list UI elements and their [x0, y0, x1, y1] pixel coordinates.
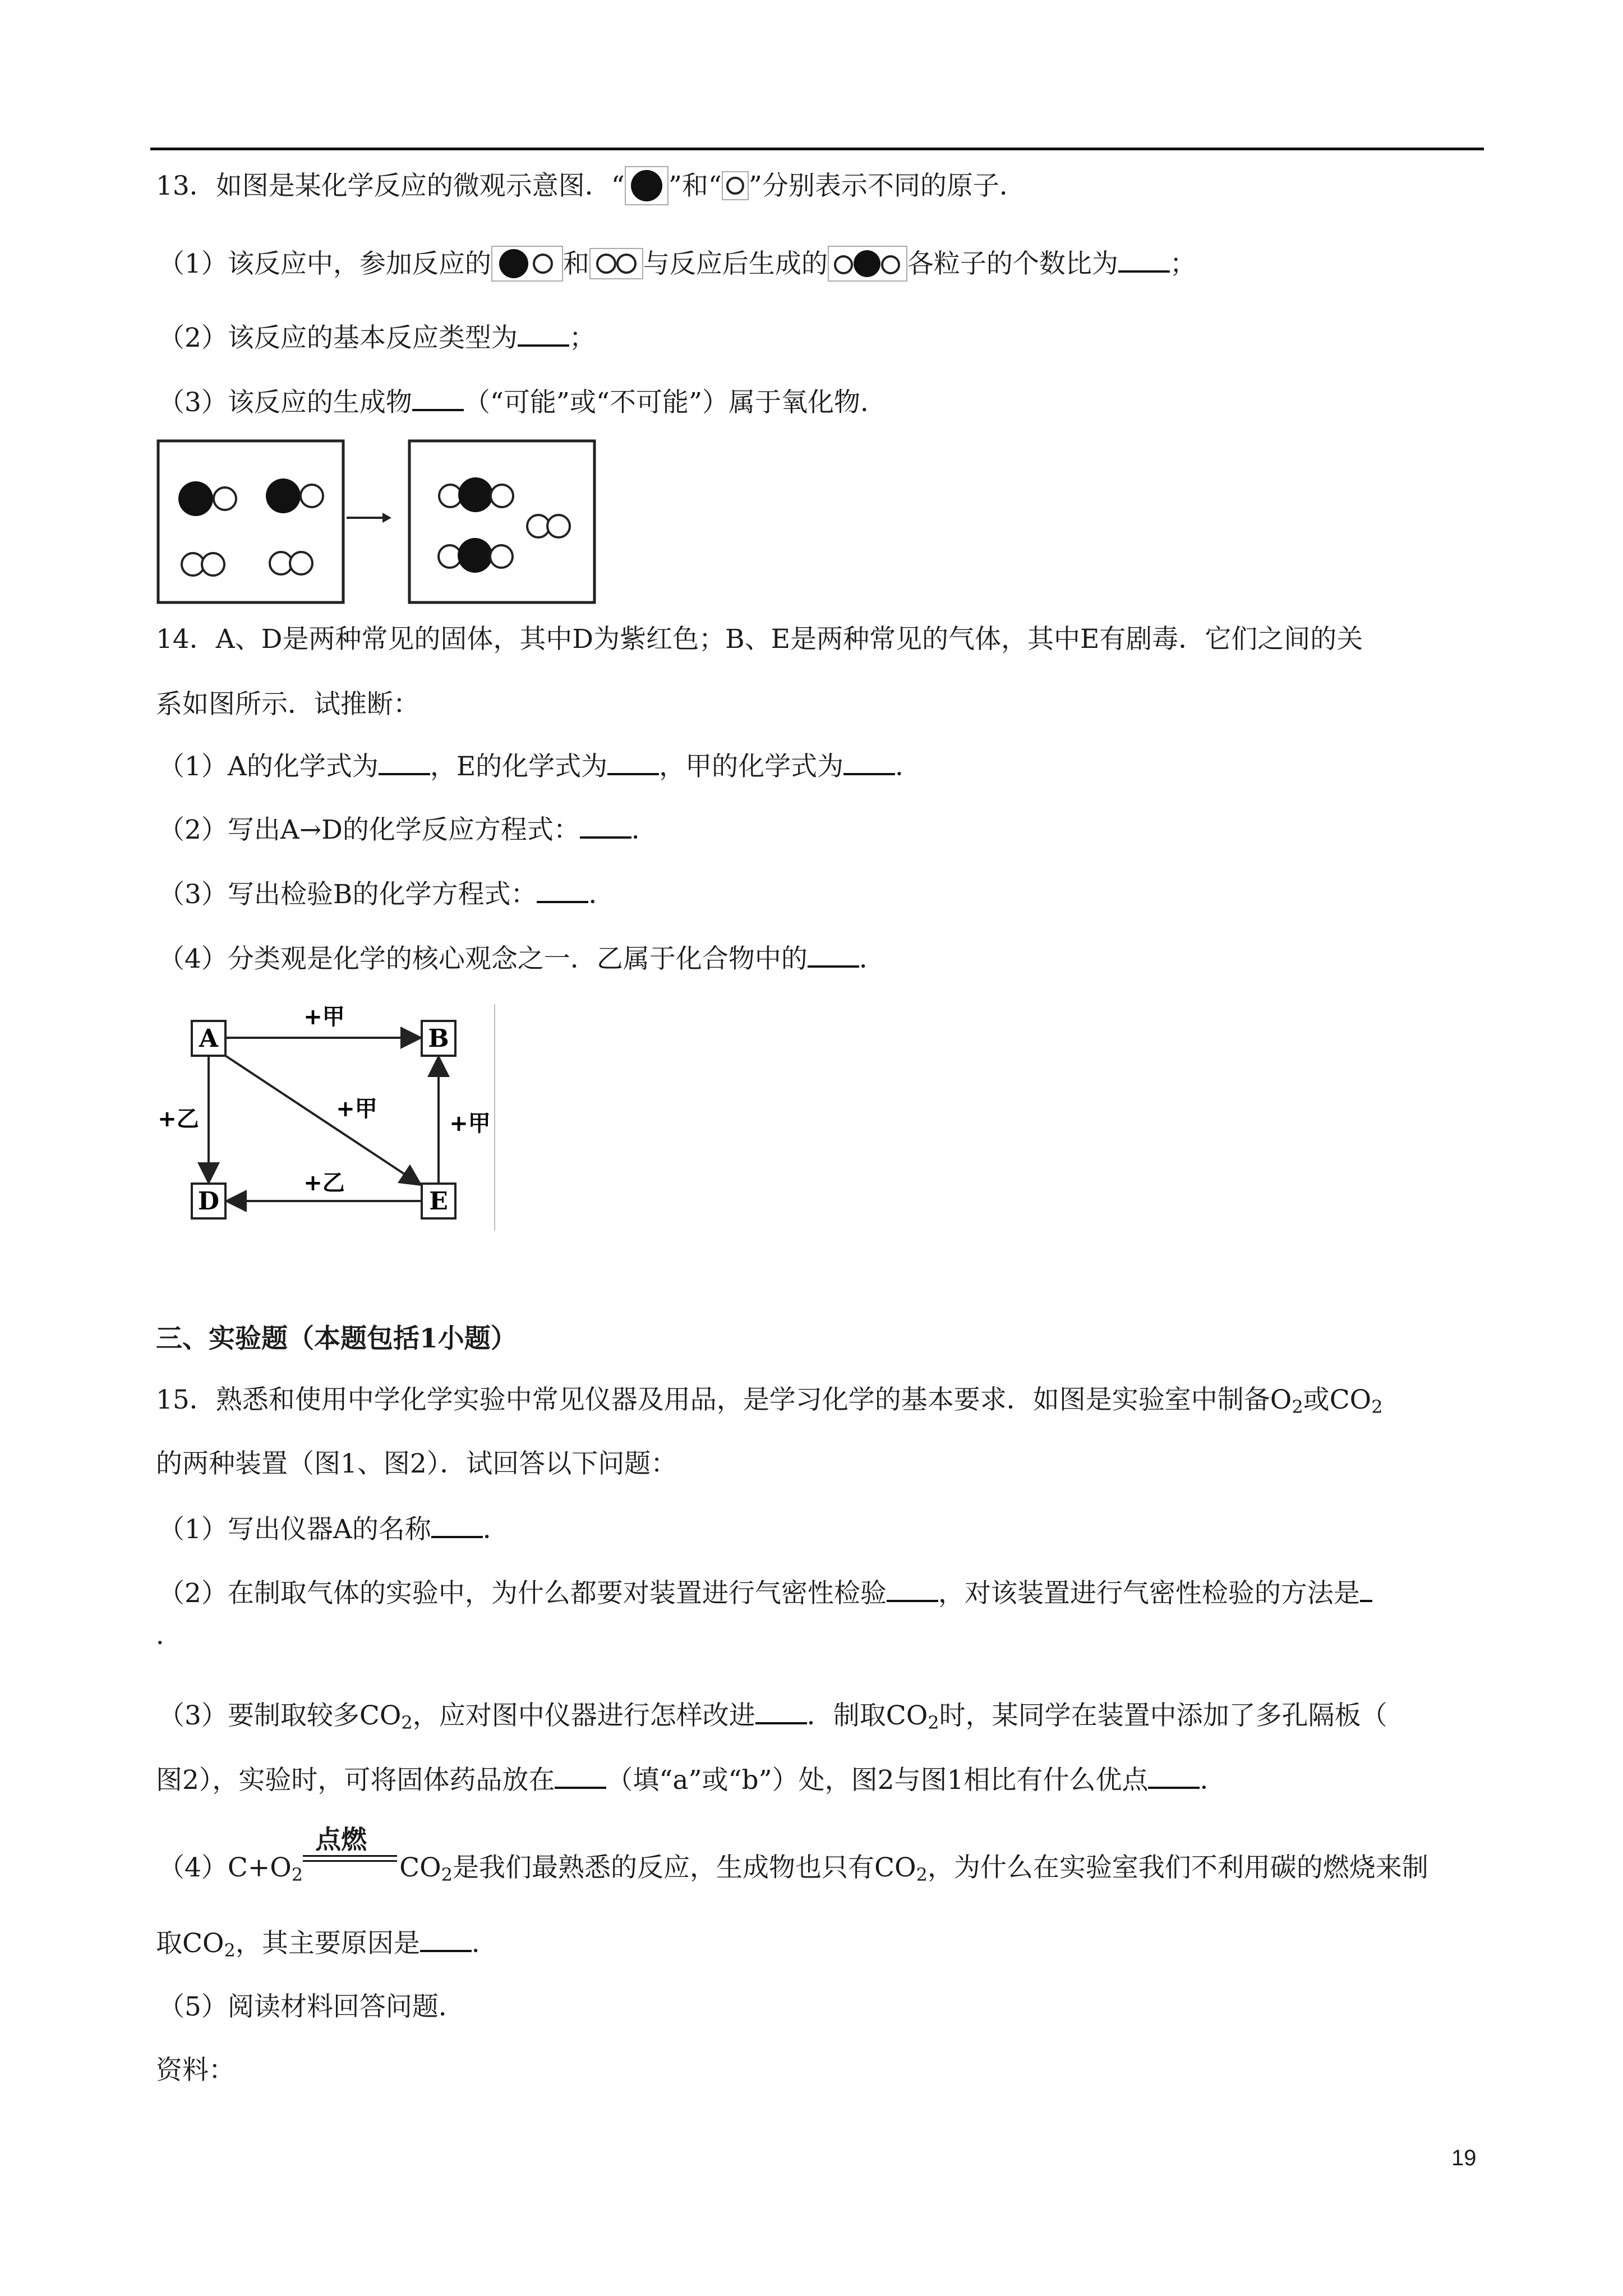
answer-blank[interactable]	[887, 1575, 938, 1602]
q14-intro-line2: 系如图所示．试推断：	[156, 689, 419, 720]
black-atom-icon	[625, 166, 668, 205]
q14-intro-line1: 14．A、D是两种常见的固体，其中D为紫红色；B、E是两种常见的气体，其中E有剧毒．它们之间的关	[156, 624, 1363, 655]
reaction-condition-equals	[303, 1824, 399, 1876]
answer-blank[interactable]	[518, 320, 569, 347]
node-d-label: D	[197, 1187, 220, 1216]
q15-part4-line1: $(4)C+O_2$ 点燃 $CO_2$是我们最熟悉的反应，生成物也只有$CO_2$，为什么在实验室我们不利用碳的燃烧来制	[158, 1843, 1428, 1885]
edge-a-b-label: +甲	[303, 1004, 345, 1030]
answer-blank[interactable]	[420, 1925, 472, 1952]
white-atom	[439, 545, 461, 568]
answer-blank[interactable]	[843, 748, 895, 775]
q15-part2-end: ．	[156, 1620, 182, 1651]
answer-blank[interactable]	[379, 748, 430, 775]
answer-blank[interactable]	[607, 748, 659, 775]
answer-blank[interactable]	[808, 941, 859, 968]
q13-part2: （2）该反应的基本反应类型为 ；	[158, 320, 596, 355]
section-title: 三、实验题（本题包括1小题）	[156, 1323, 517, 1354]
white-atom	[490, 545, 513, 568]
q14-part1: （1）A的化学式为 ，E的化学式为 ，甲的化学式为 ．	[158, 748, 921, 784]
answer-blank[interactable]	[1118, 246, 1170, 273]
q13-part3: （3）该反应的生成物 （“可能”或“不可能”）属于氧化物．	[158, 384, 887, 420]
white-atom	[547, 515, 570, 537]
edge-a-e	[225, 1056, 421, 1185]
edge-e-b-label: +甲	[449, 1111, 491, 1137]
header-rule	[150, 148, 1484, 150]
q15-part4-line2: 取$CO_2$，其主要原因是 ．	[156, 1925, 498, 1961]
q15-part3-line1: （3）要制取较多$CO_2$，应对图中仪器进行怎样改进 ．制取$CO_2$时，某同学在装置中添加了多孔隔板（	[158, 1697, 1387, 1733]
q14-part4: （4）分类观是化学的核心观念之一．乙属于化合物中的 ．	[158, 941, 886, 976]
q13-part1: （1）该反应中，参加反应的 和 与反应后生成的 各粒子的个数比为 ；	[158, 246, 1196, 284]
black-atom	[266, 478, 301, 513]
q15-part5: （5）阅读材料回答问题．	[158, 1991, 465, 2022]
edge-a-d-label: +乙	[158, 1106, 199, 1132]
answer-blank[interactable]	[412, 384, 464, 411]
black-atom	[458, 538, 492, 573]
answer-blank[interactable]	[431, 1511, 483, 1538]
q13-intro: 13．如图是某化学反应的微观示意图．“ ”和“ ”分别表示不同的原子．	[156, 168, 1026, 208]
page-number: 19	[1451, 2146, 1477, 2170]
answer-blank[interactable]	[555, 1762, 606, 1789]
white-atom	[301, 485, 323, 507]
q15-material-label: 资料：	[156, 2055, 235, 2086]
answer-blank[interactable]	[537, 876, 588, 903]
answer-blank[interactable]	[1148, 1762, 1200, 1789]
reaction-microscopic-diagram	[156, 438, 599, 606]
white-white-molecule-icon	[589, 248, 643, 279]
black-atom	[178, 481, 213, 516]
q14-part3: （3）写出检验B的化学方程式： ．	[158, 876, 615, 912]
q15-part3-line2: 图2），实验时，可将固体药品放在 （填“a”或“b”）处，图2与图1相比有什么优点 ．	[156, 1762, 1226, 1797]
white-atom-icon	[722, 171, 749, 200]
q15-intro-line2: 的两种装置（图1、图2）．试回答以下问题：	[156, 1448, 677, 1479]
white-atom	[214, 487, 236, 510]
node-e-label: E	[429, 1187, 448, 1216]
q15-intro-line1: 15．熟悉和使用中学化学实验中常见仪器及用品，是学习化学的基本要求．如图是实验室中制备$O_2$或$CO_2$	[156, 1384, 1383, 1418]
node-b-label: B	[428, 1024, 449, 1053]
edge-a-e-label: +甲	[336, 1096, 377, 1122]
substance-relation-diagram	[156, 1004, 498, 1231]
white-atom	[290, 552, 312, 574]
white-black-white-molecule-icon	[828, 246, 907, 282]
edge-e-d-label: +乙	[303, 1170, 345, 1196]
reactants-box	[158, 441, 343, 602]
q15-part1: （1）写出仪器A的名称 ．	[158, 1511, 509, 1547]
answer-blank[interactable]	[755, 1697, 807, 1724]
black-atom	[458, 477, 493, 512]
black-white-molecule-icon	[491, 246, 563, 282]
q15-part2: （2）在制取气体的实验中，为什么都要对装置进行气密性检验 ，对该装置进行气密性检验的方法是	[158, 1575, 1372, 1611]
node-a-label: A	[199, 1024, 219, 1053]
white-atom	[491, 485, 513, 507]
answer-blank[interactable]	[580, 812, 631, 839]
white-atom	[202, 553, 224, 576]
q14-part2: （2）写出A→D的化学反应方程式： ．	[158, 812, 658, 847]
ignition-condition-label: 点燃	[315, 1824, 367, 1855]
white-atom	[439, 485, 462, 507]
answer-blank[interactable]	[1360, 1575, 1372, 1602]
